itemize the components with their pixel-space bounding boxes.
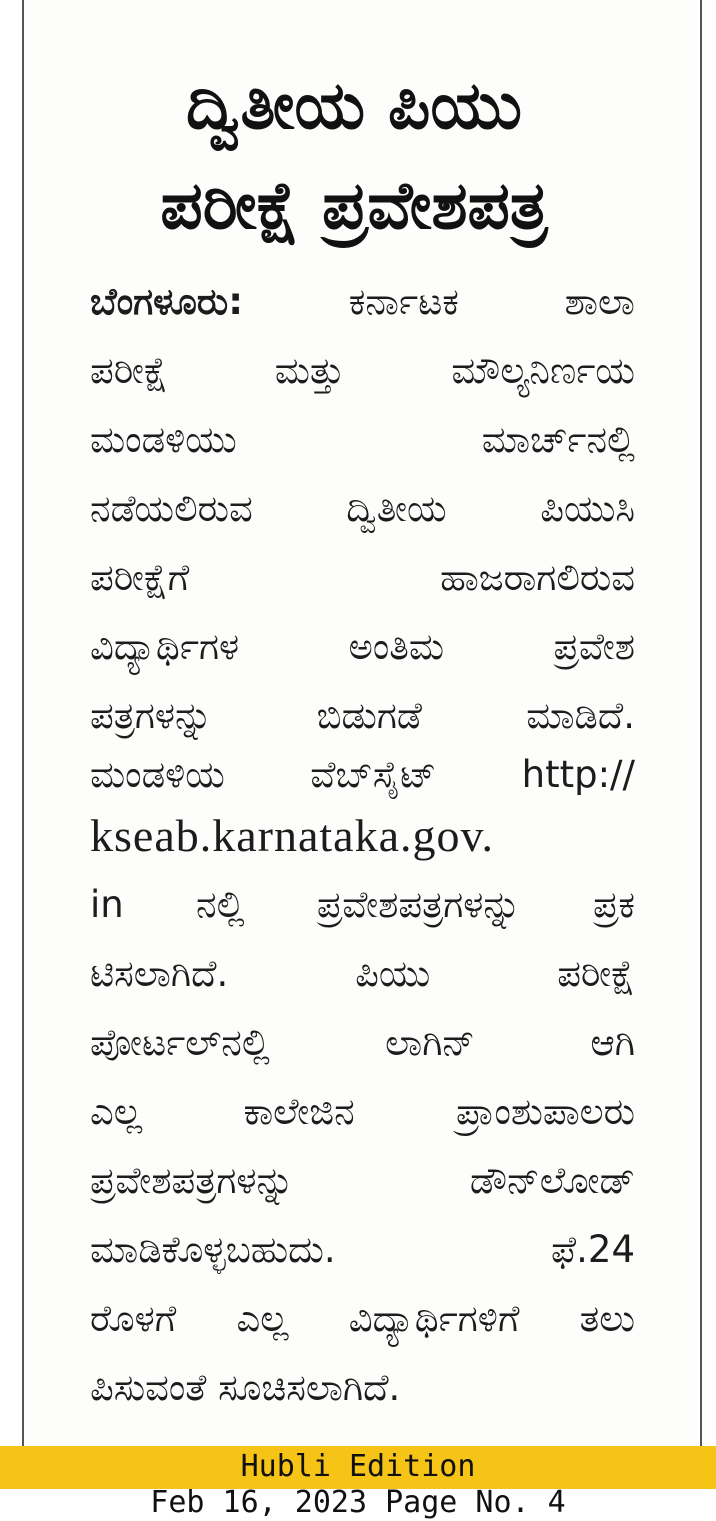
article-line-1-text: ಕರ್ನಾಟಕ ಶಾಲಾ [348, 280, 635, 323]
article-line-3: ಮಂಡಳಿಯು ಮಾರ್ಚ್‌ನಲ್ಲಿ [90, 418, 635, 461]
article-line-11: ಟಿಸಲಾಗಿದೆ. ಪಿಯು ಪರೀಕ್ಷೆ [90, 952, 635, 995]
article-line-16: ರೊಳಗೆ ಎಲ್ಲ ವಿದ್ಯಾರ್ಥಿಗಳಿಗೆ ತಲು [90, 1297, 635, 1340]
article-line-15: ಮಾಡಿಕೊಳ್ಳಬಹುದು. ಫೆ.24 [90, 1228, 635, 1271]
article-line-7: ಪತ್ರಗಳನ್ನು ಬಿಡುಗಡೆ ಮಾಡಿದೆ. [90, 694, 635, 737]
article-line-13: ಎಲ್ಲ ಕಾಲೇಜಿನ ಪ್ರಾಂಶುಪಾಲರು [90, 1090, 635, 1133]
headline-line-2: ಪರೀಕ್ಷೆ ಪ್ರವೇಶಪತ್ರ [160, 167, 548, 244]
edition-footer [0, 1446, 716, 1520]
article-line-12: ಪೋರ್ಟಲ್‌ನಲ್ಲಿ ಲಾಗಿನ್ ಆಗಿ [90, 1021, 635, 1064]
article-line-17: ಪಿಸುವಂತೆ ಸೂಚಿಸಲಾಗಿದೆ. [90, 1366, 401, 1409]
dateline: ಬೆಂಗಳೂರು: [90, 280, 243, 323]
article-line-14: ಪ್ರವೇಶಪತ್ರಗಳನ್ನು ಡೌನ್‌ಲೋಡ್ [90, 1159, 635, 1202]
article-line-5: ಪರೀಕ್ಷೆಗೆ ಹಾಜರಾಗಲಿರುವ [90, 556, 635, 599]
article-line-9-url: kseab.karnataka.gov. [90, 810, 495, 861]
article-line-10: in ನಲ್ಲಿ ಪ್ರವೇಶಪತ್ರಗಳನ್ನು ಪ್ರಕ [90, 883, 635, 926]
article-line-2: ಪರೀಕ್ಷೆ ಮತ್ತು ಮೌಲ್ಯನಿರ್ಣಯ [90, 349, 635, 392]
edition-name: Hubli Edition [240, 1449, 476, 1484]
article-line-4: ನಡೆಯಲಿರುವ ದ್ವಿತೀಯ ಪಿಯುಸಿ [90, 487, 635, 530]
edition-date-page: Feb 16, 2023 Page No. 4 [150, 1485, 566, 1520]
article-line-8: ಮಂಡಳಿಯ ವೆಬ್‌ಸೈಟ್ http:// [90, 753, 635, 796]
headline-line-1: ದ್ವಿತೀಯ ಪಿಯು [185, 67, 523, 144]
article-line-6: ವಿದ್ಯಾರ್ಥಿಗಳ ಅಂತಿಮ ಪ್ರವೇಶ [90, 625, 635, 668]
article-line-1 [90, 270, 635, 334]
